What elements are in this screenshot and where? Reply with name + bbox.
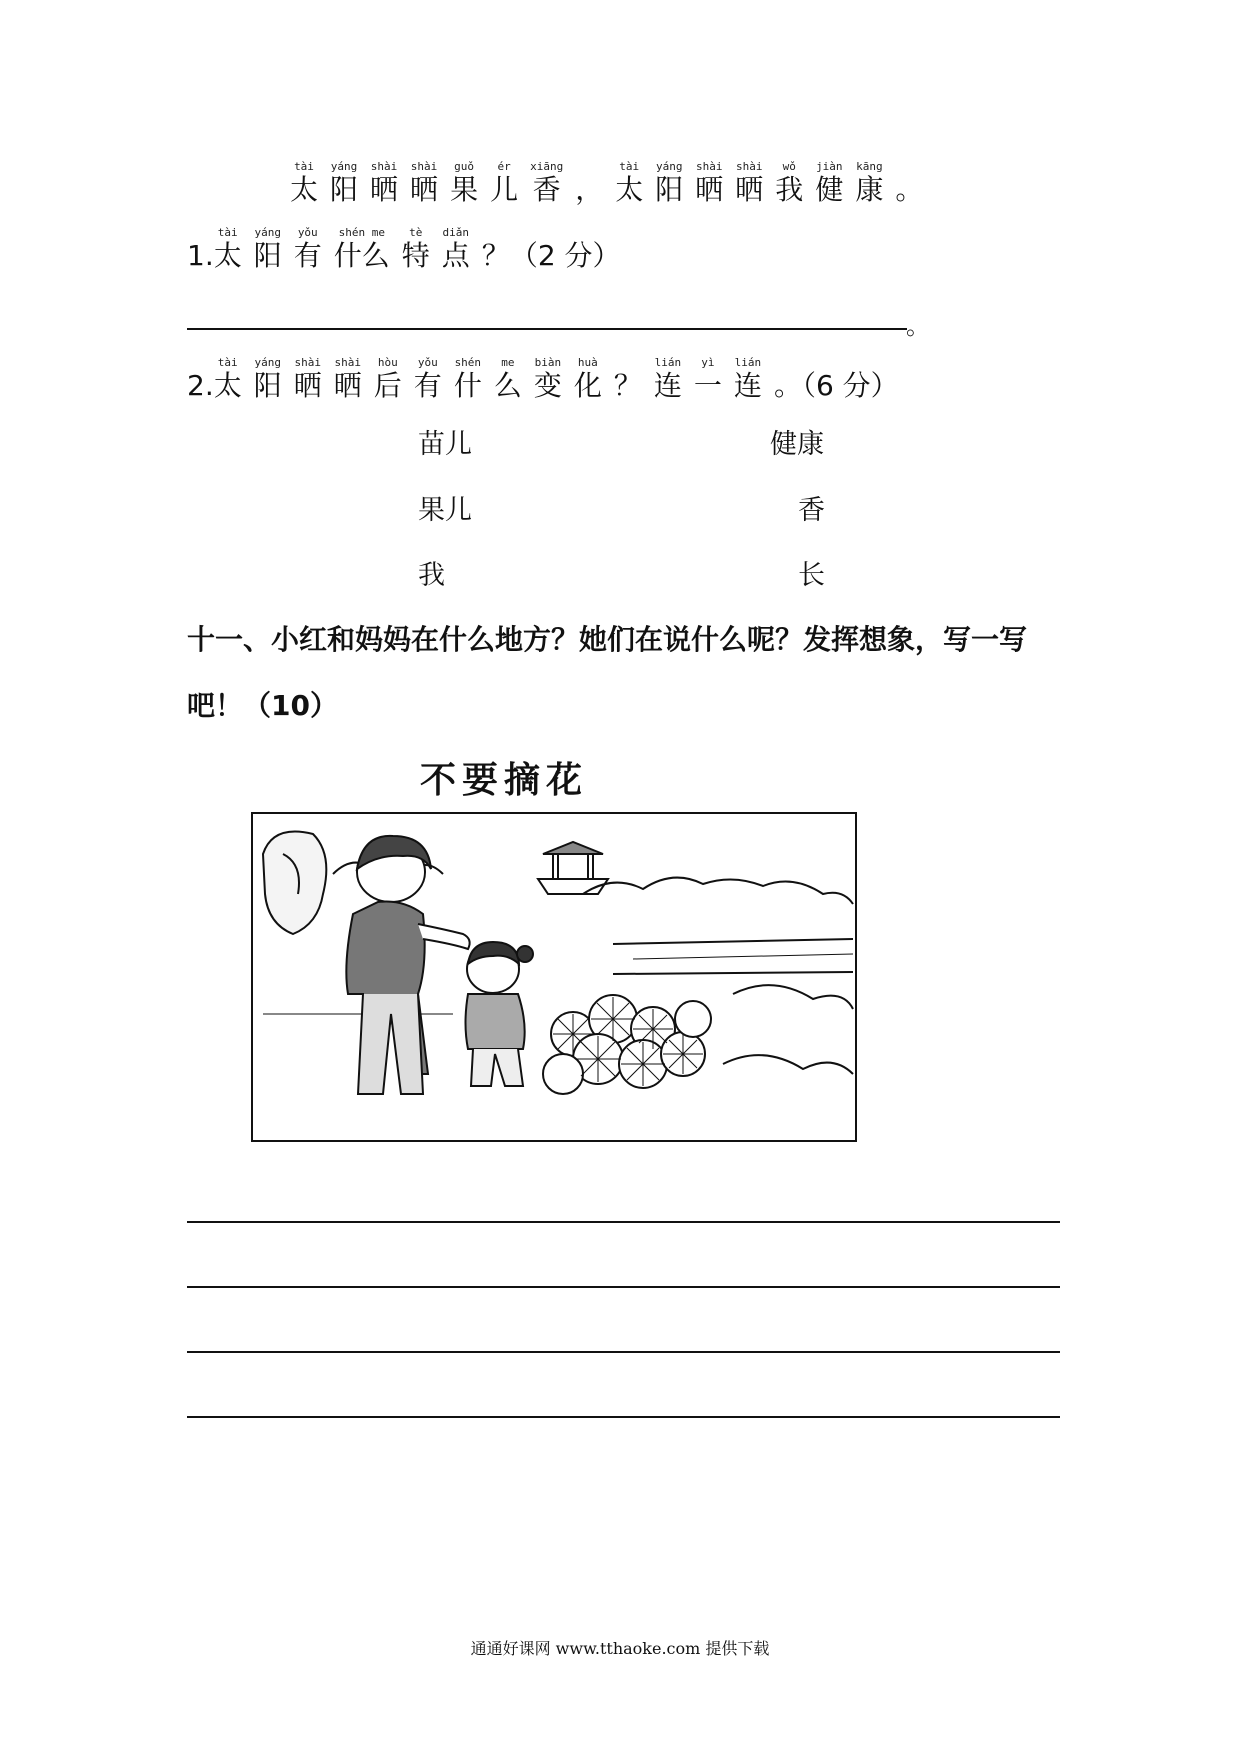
pinyin-text: shài xyxy=(334,356,362,369)
pinyin-char xyxy=(534,356,562,403)
hanzi-text: 儿 xyxy=(490,173,519,206)
hanzi-text: 我 xyxy=(775,173,804,206)
hanzi-text: 什 xyxy=(453,369,482,402)
hanzi-text: 果 xyxy=(450,173,479,206)
pinyin-text: jiàn xyxy=(816,160,843,173)
pinyin-text: lián xyxy=(734,356,762,369)
match-left-1[interactable]: 苗儿 xyxy=(418,429,472,460)
hanzi-text: 晒 xyxy=(293,369,322,402)
pinyin-text: shài xyxy=(696,160,723,173)
pinyin-char xyxy=(694,356,722,403)
pinyin-char xyxy=(370,160,398,207)
poem-line xyxy=(290,160,935,207)
hanzi-text: 特 xyxy=(401,239,430,272)
pinyin-text: yáng xyxy=(254,356,281,369)
hanzi-text: 么 xyxy=(493,369,522,402)
writing-line-4[interactable] xyxy=(187,1416,1060,1418)
pinyin-char xyxy=(290,160,318,207)
pinyin-char xyxy=(254,356,282,403)
hanzi-text: 晒 xyxy=(370,173,399,206)
pinyin-char xyxy=(490,160,518,207)
pinyin-char xyxy=(442,226,470,273)
pinyin-text: huà xyxy=(577,356,598,369)
match-right-3[interactable]: 长 xyxy=(798,560,825,591)
pinyin-char xyxy=(615,160,643,207)
hanzi-text: ？ xyxy=(613,369,642,402)
pinyin-char xyxy=(454,356,482,403)
pinyin-text: shài xyxy=(736,160,763,173)
pinyin-text: tài xyxy=(619,160,640,173)
hanzi-text: 晒 xyxy=(695,173,724,206)
hanzi-text: 一 xyxy=(693,369,722,402)
section-11-prompt-line1: 十一、小红和妈妈在什么地方？她们在说什么呢？发挥想象，写一写 xyxy=(187,623,1028,656)
question-2-suffix: 。（6 分） xyxy=(773,369,899,402)
question-1-answer-end: 。 xyxy=(906,312,930,340)
pinyin-char xyxy=(855,160,883,207)
question-1-suffix: ？（2 分） xyxy=(481,239,621,272)
pinyin-char xyxy=(330,160,358,207)
question-2-number: 2. xyxy=(187,369,214,402)
hanzi-text: 健 xyxy=(815,173,844,206)
hanzi-text: 变 xyxy=(533,369,562,402)
writing-line-3[interactable] xyxy=(187,1351,1060,1353)
question-2 xyxy=(187,356,899,403)
pinyin-text: tè xyxy=(409,226,423,239)
pinyin-char xyxy=(254,226,282,273)
pinyin-text: lián xyxy=(654,356,682,369)
hanzi-text: 晒 xyxy=(735,173,764,206)
pinyin-char xyxy=(214,356,242,403)
hanzi-text: ， xyxy=(575,173,604,206)
pinyin-char xyxy=(450,160,478,207)
hanzi-text: 阳 xyxy=(330,173,359,206)
hanzi-text: 连 xyxy=(653,369,682,402)
hanzi-text: 晒 xyxy=(410,173,439,206)
match-left-3[interactable]: 我 xyxy=(418,560,445,591)
pinyin-char xyxy=(294,226,322,273)
pinyin-char xyxy=(695,160,723,207)
illustration-mother-daughter-flowers xyxy=(251,812,857,1142)
pinyin-text: shài xyxy=(410,160,438,173)
hanzi-text: 太 xyxy=(615,173,644,206)
pinyin-char xyxy=(530,160,563,207)
writing-line-1[interactable] xyxy=(187,1221,1060,1223)
hanzi-text: 化 xyxy=(573,369,602,402)
pinyin-text: xiāng xyxy=(530,160,564,173)
pinyin-char xyxy=(294,356,322,403)
hanzi-text: 连 xyxy=(733,369,762,402)
question-1 xyxy=(187,226,621,273)
pinyin-char xyxy=(575,160,603,207)
pinyin-text: shén me xyxy=(338,226,385,239)
pinyin-char xyxy=(734,356,762,403)
pinyin-text: tài xyxy=(217,356,238,369)
pinyin-char xyxy=(334,226,390,273)
hanzi-text: 晒 xyxy=(333,369,362,402)
pinyin-text: yáng xyxy=(254,226,281,239)
match-left-2[interactable]: 果儿 xyxy=(418,495,472,526)
hanzi-text: 后 xyxy=(373,369,402,402)
pinyin-char xyxy=(735,160,763,207)
pinyin-text: yáng xyxy=(656,160,683,173)
pinyin-char xyxy=(214,226,242,273)
pinyin-text: shài xyxy=(294,356,321,369)
pinyin-char xyxy=(334,356,362,403)
pinyin-text: yáng xyxy=(330,160,358,173)
pinyin-char xyxy=(775,160,803,207)
pinyin-text: tài xyxy=(217,226,238,239)
pinyin-text: yǒu xyxy=(297,226,318,239)
pinyin-char xyxy=(574,356,602,403)
pinyin-char xyxy=(410,160,438,207)
pinyin-char xyxy=(654,356,682,403)
pinyin-char xyxy=(655,160,683,207)
pinyin-char xyxy=(374,356,402,403)
pinyin-char xyxy=(895,160,923,207)
pinyin-char xyxy=(402,226,430,273)
hanzi-text: 太 xyxy=(213,239,242,272)
picture-title: 不要摘花 xyxy=(420,760,589,801)
hanzi-text: 太 xyxy=(213,369,242,402)
question-1-number: 1. xyxy=(187,239,214,272)
hanzi-text: 康 xyxy=(855,173,884,206)
pinyin-text: shài xyxy=(370,160,398,173)
pinyin-text: kāng xyxy=(856,160,883,173)
pinyin-text: diǎn xyxy=(442,226,470,239)
section-11-prompt-line2: 吧！（10） xyxy=(187,689,338,722)
hanzi-text: 什么 xyxy=(333,239,390,272)
hanzi-text: 阳 xyxy=(655,173,684,206)
pinyin-text: wǒ xyxy=(782,160,796,173)
pinyin-text: ér xyxy=(497,160,511,173)
hanzi-text: 有 xyxy=(293,239,322,272)
pinyin-text: yì xyxy=(701,356,715,369)
pinyin-char xyxy=(614,356,642,403)
pinyin-char xyxy=(815,160,843,207)
hanzi-text: 太 xyxy=(290,173,319,206)
pinyin-text: tài xyxy=(294,160,314,173)
pinyin-char xyxy=(494,356,522,403)
pinyin-char xyxy=(414,356,442,403)
hanzi-text: 。 xyxy=(895,173,924,206)
pinyin-text: shén xyxy=(454,356,482,369)
pinyin-text: hòu xyxy=(377,356,398,369)
hanzi-text: 阳 xyxy=(253,239,282,272)
match-right-1[interactable]: 健康 xyxy=(770,429,824,460)
hanzi-text: 阳 xyxy=(253,369,282,402)
pinyin-text: me xyxy=(501,356,515,369)
pinyin-text: biàn xyxy=(534,356,562,369)
illustration-svg xyxy=(253,814,855,1140)
question-1-answer-line xyxy=(187,328,907,330)
footer-credit: 通通好课网 www.tthaoke.com 提供下载 xyxy=(470,1639,770,1658)
writing-line-2[interactable] xyxy=(187,1286,1060,1288)
hanzi-text: 香 xyxy=(532,173,561,206)
pinyin-text: yǒu xyxy=(417,356,438,369)
hanzi-text: 点 xyxy=(441,239,470,272)
match-right-2[interactable]: 香 xyxy=(798,495,825,526)
pinyin-text: guǒ xyxy=(454,160,474,173)
hanzi-text: 有 xyxy=(413,369,442,402)
